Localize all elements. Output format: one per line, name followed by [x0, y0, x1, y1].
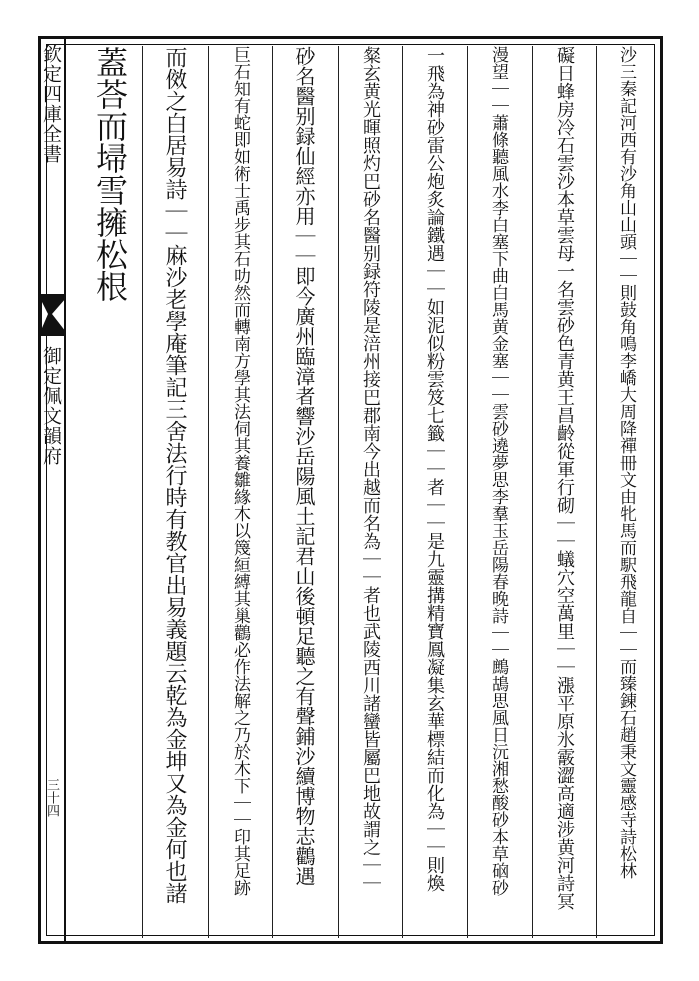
- collection-title: 欽定四庫全書: [40, 44, 62, 164]
- column-rule: [338, 46, 339, 938]
- book-title: 御定佩文韻府: [40, 346, 62, 466]
- column-rule: [208, 46, 209, 938]
- text-column-8: 而傚之白居易詩｜｜麻沙老學庵筆記三舍法行時有教官出易義題云乾為金坤又為金何也諸: [162, 46, 187, 904]
- column-rule: [467, 46, 468, 938]
- column-rule: [596, 46, 597, 938]
- text-column-1: 沙三秦記河西有沙角山山頭｜｜則鼓角鳴李嶠大周降禪冊文由牝馬而駅飛龍自｜｜而臻錬石趙秉文靈感寺詩松林: [616, 46, 636, 879]
- text-column-2: 礙日蜂房冷石雲沙本草雲母一名雲砂色青黄王昌齡從軍行砌｜｜蟻穴空萬里｜｜漲平原氷霰澀高適涉黄河詩冥: [554, 46, 575, 910]
- text-column-4: 一飛為神砂雷公炮炙論鐵遇｜｜如泥似粉雲笈七籤｜｜者｜｜是九靈搆精寶鳳凝集玄華標結而化為｜｜則煥: [424, 46, 445, 892]
- column-rule: [272, 46, 273, 938]
- text-column-5: 粲玄黄光暉照灼巴砂名醫别録符陵是涪州接巴郡南今出越而名為｜｜者也武陵西川諸蠻皆屬巴地故謂之｜｜: [360, 46, 381, 892]
- text-column-6: 砂名醫别録仙經亦用｜｜即今廣州臨漳者響沙岳陽風土記君山後頓足聽之有聲鋪沙續博物志鸛遇: [292, 46, 316, 886]
- column-rule: [142, 46, 143, 938]
- margin-strip: [38, 36, 66, 944]
- text-column-9: 蓋荅而埽雪擁松根: [91, 46, 129, 302]
- text-body: [72, 46, 652, 938]
- text-column-3: 漫望｜｜蕭條聽風水李白塞下曲白馬黄金塞｜｜雲砂遶夢思李羣玉岳陽春晚詩｜｜鷓鴣思風日沅湘愁酸砂本草硇砂: [488, 46, 508, 896]
- text-column-7: 巨石知有蛇即如術士禹步其石叻然而轉南方學其法伺其養雛緣木以篾絙縛其巢鸛必作法解之乃於木下｜｜印其足跡: [230, 46, 250, 896]
- column-rule: [402, 46, 403, 938]
- column-rule: [532, 46, 533, 938]
- page-number: 三十四: [44, 778, 59, 817]
- fish-tail-mark: [38, 292, 66, 338]
